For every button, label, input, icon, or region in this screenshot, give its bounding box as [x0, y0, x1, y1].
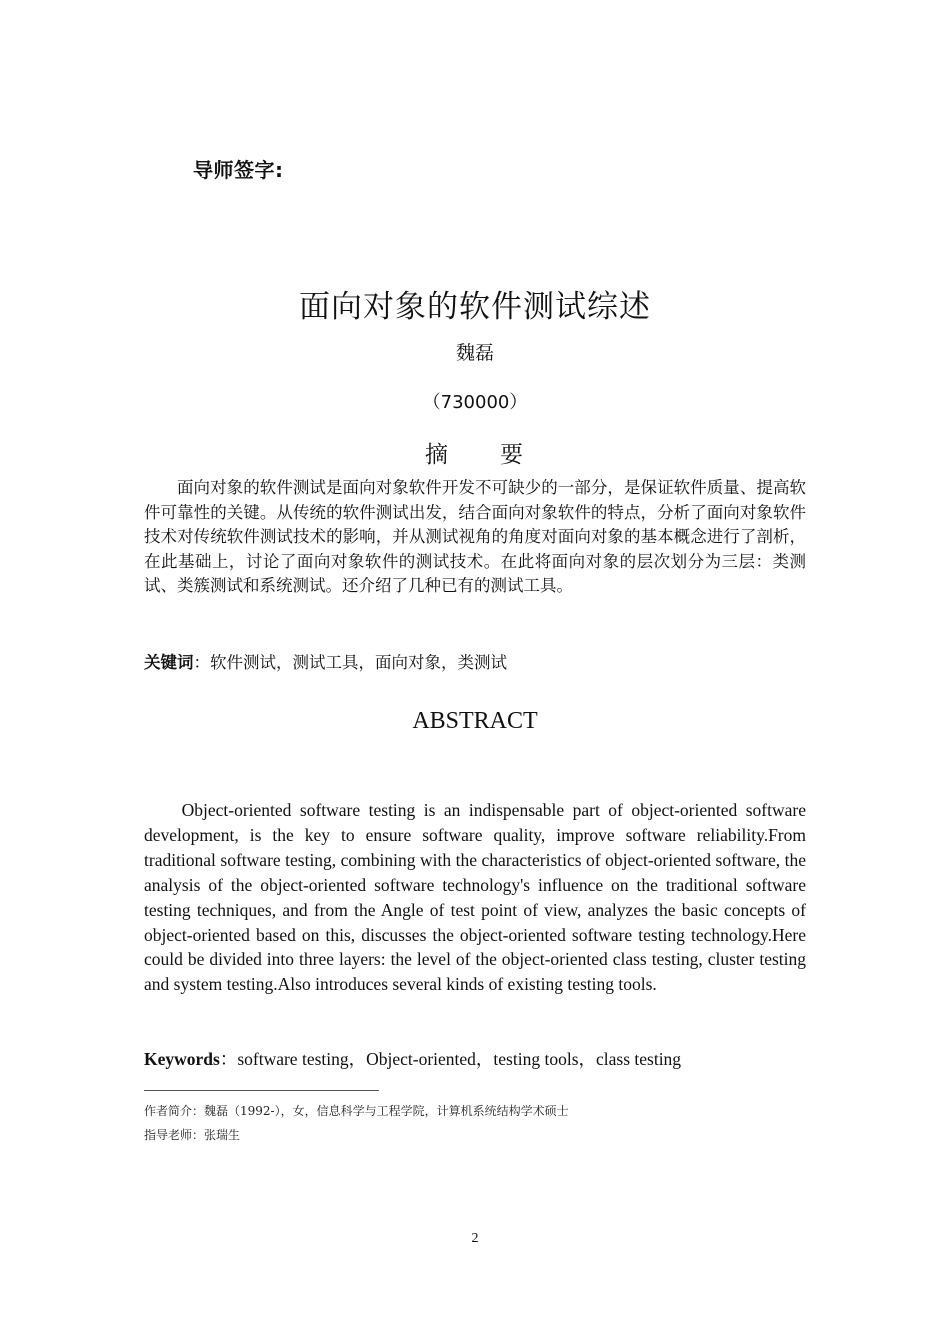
author-postcode: （730000） — [422, 392, 528, 413]
footnote-author-bio: 作者简介：魏磊（1992-），女，信息科学与工程学院，计算机系统结构学术硕士 — [144, 1104, 569, 1118]
keywords-zh — [144, 651, 824, 675]
footnote-divider — [144, 1090, 379, 1091]
keywords-en-value: software testing，Object-oriented，testing tools，class testing — [237, 1049, 682, 1069]
footnote-advisor: 指导老师：张瑞生 — [144, 1128, 241, 1142]
page-number: 2 — [471, 1231, 479, 1246]
advisor-signature-label: 导师签字: — [193, 158, 284, 182]
author-name: 魏磊 — [455, 342, 494, 364]
paper-title: 面向对象的软件测试综述 — [299, 289, 651, 325]
keywords-zh-value: 软件测试，测试工具，面向对象，类测试 — [210, 653, 507, 672]
keywords-en-separator: ： — [219, 1049, 238, 1069]
keywords-zh-separator: ： — [193, 653, 210, 672]
abstract-body-en: Object-oriented software testing is an indispensable part of object-oriented software development, is the key to ensure software quality, improve software reliability.From traditional software testing, combining with the characteristics of object-oriented software, the analysis of the object-oriented software technology's influence on the traditional software testing techniques, and from the Angle of test point of view, analyzes the basic concepts of object-oriented based on this, discusses the object-oriented software testing technology.Here could be divided into three layers: the level of the object-oriented class testing, cluster testing and system testing.Also introduces several kinds of existing testing tools. — [144, 800, 806, 995]
abstract-body-zh: 面向对象的软件测试是面向对象软件开发不可缺少的一部分，是保证软件质量、提高软件可靠性的关键。从传统的软件测试出发，结合面向对象软件的特点，分析了面向对象软件技术对传统软件测试技术的影响，并从测试视角的角度对面向对象的基本概念进行了剖析，在此基础上，讨论了面向对象软件的测试技术。在此将面向对象的层次划分为三层：类测试、类簇测试和系统测试。还介绍了几种已有的测试工具。 — [144, 478, 806, 595]
keywords-en — [144, 1047, 844, 1071]
abstract-heading-en: ABSTRACT — [412, 708, 538, 734]
abstract-heading-zh: 摘 要 — [425, 442, 525, 468]
keywords-zh-label: 关键词 — [144, 653, 194, 672]
keywords-en-label: Keywords — [144, 1049, 220, 1069]
